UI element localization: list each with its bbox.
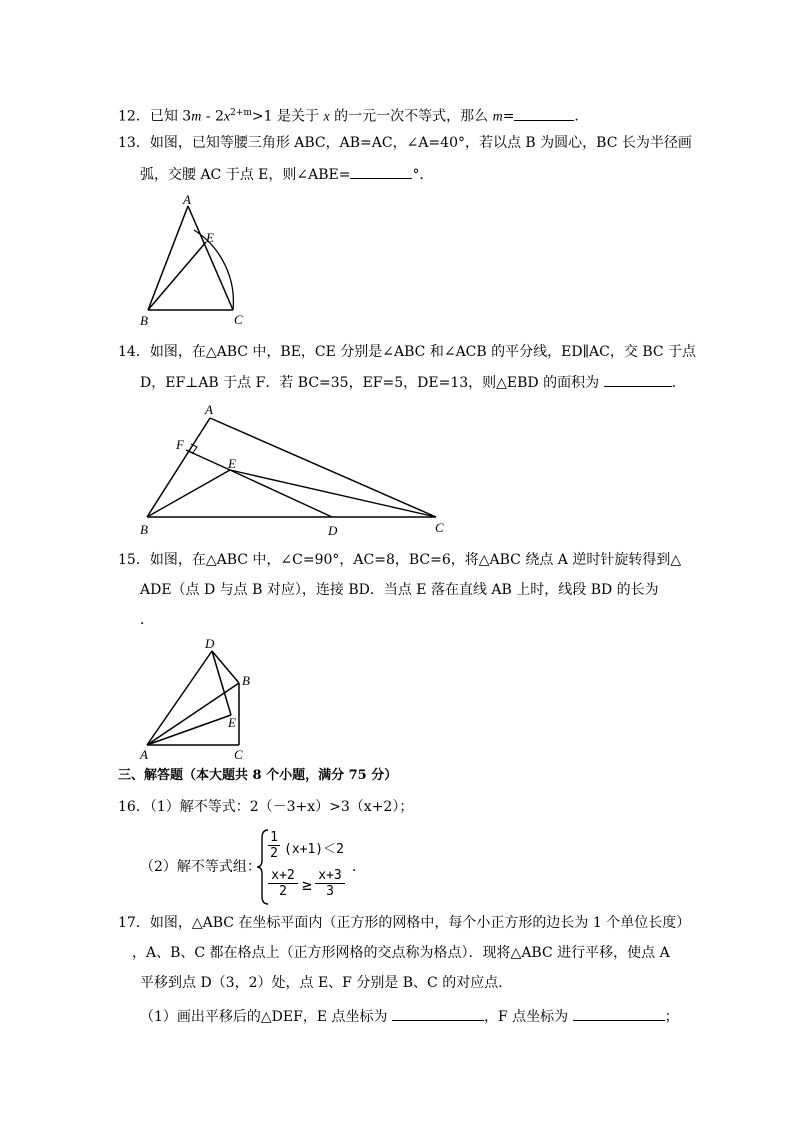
q12-exponent: 2+m bbox=[230, 108, 252, 118]
q13-line1: 13．如图，已知等腰三角形 ABC，AB=AC，∠A=40°，若以点 B 为圆心，BC 长为半径画 bbox=[118, 135, 692, 151]
q15-line2: ADE（点 D 与点 B 对应），连接 BD．当点 E 落在直线 AB 上时，线段 BD 的长为 bbox=[140, 582, 659, 598]
q16-ineq2-right-den: 3 bbox=[326, 884, 334, 899]
section3-heading: 三、解答题（本大题共 8 个小题，满分 75 分） bbox=[118, 768, 398, 783]
q14-label-e: E bbox=[228, 456, 236, 471]
q14-label-d: D bbox=[328, 523, 338, 538]
q17-line4-end: ； bbox=[664, 1009, 679, 1025]
q14-line2-end: ． bbox=[671, 375, 686, 391]
q13-segment-be bbox=[148, 242, 206, 310]
q15-label-e: E bbox=[228, 715, 236, 730]
q12-text-post2: 的一元一次不等式，那么 bbox=[329, 108, 493, 125]
q14-label-f: F bbox=[176, 437, 184, 452]
q17-line4-mid: ，F 点坐标为 bbox=[483, 1009, 573, 1025]
q17-line1: 17．如图，△ABC 在坐标平面内（正方形的网格中，每个小正方形的边长为 1 个单位长度） bbox=[118, 915, 691, 931]
q12-eq: = bbox=[502, 108, 515, 125]
q13-figure bbox=[130, 192, 260, 332]
q14-segment-ec bbox=[230, 470, 436, 517]
q17-line4 bbox=[140, 1006, 679, 1027]
q15-figure bbox=[132, 633, 262, 763]
q16-ineq1-num: 1 bbox=[268, 830, 280, 846]
q14-figure bbox=[130, 400, 460, 542]
q13-answer-blank[interactable] bbox=[350, 164, 412, 179]
q12-var-x2: x bbox=[323, 109, 330, 125]
q16-ineq2-left-num: x+2 bbox=[268, 868, 298, 884]
q15-label-c: C bbox=[234, 747, 243, 762]
q17-e-coordinate-blank[interactable] bbox=[392, 1006, 484, 1021]
q16-ineq2-left-fraction bbox=[268, 868, 298, 900]
q14-answer-blank[interactable] bbox=[604, 372, 672, 387]
q16-ineq2-right-fraction bbox=[315, 868, 345, 900]
q16-end: ． bbox=[352, 859, 366, 875]
q17-line3: 平移到点 D（3，2）处，点 E、F 分别是 B、C 的对应点． bbox=[140, 975, 513, 991]
q15-side-de bbox=[212, 651, 231, 715]
q12-var-x: x bbox=[223, 109, 231, 125]
q16-ineq2-operator: ≥ bbox=[302, 875, 312, 894]
q15-side-ad bbox=[147, 651, 212, 745]
q14-label-a: A bbox=[205, 402, 213, 417]
q14-line1: 14．如图，在△ABC 中，BE，CE 分别是∠ABC 和∠ACB 的平分线，ED∥AC，交 BC 于点 bbox=[118, 344, 697, 360]
q13-line2-text: 弧，交腰 AC 于点 E，则∠ABE= bbox=[140, 167, 351, 183]
q14-side-ab bbox=[147, 418, 210, 517]
q16-ineq1-fraction bbox=[268, 830, 280, 862]
q15-label-d: D bbox=[205, 636, 215, 651]
q14-segment-be bbox=[147, 470, 230, 517]
q12-text: 已知 3 bbox=[149, 108, 192, 125]
q12-var-m: m bbox=[191, 109, 202, 125]
q13-side-ab bbox=[148, 206, 188, 310]
q13-label-c: C bbox=[234, 312, 243, 327]
q13-label-e: E bbox=[206, 230, 214, 245]
q14-side-ac bbox=[210, 418, 436, 517]
q16-ineq1-rest: (x+1)＜2 bbox=[284, 842, 344, 857]
q17-f-coordinate-blank[interactable] bbox=[573, 1006, 665, 1021]
q12-text-mid: - 2 bbox=[201, 108, 224, 125]
q14-line2-text: D，EF⊥AB 于点 F．若 BC=35，EF=5，DE=13，则△EBD 的面积为 bbox=[140, 375, 604, 391]
q13-line2 bbox=[140, 164, 433, 185]
q14-label-b: B bbox=[140, 522, 148, 537]
q13-line2-end: °． bbox=[412, 167, 434, 183]
q14-line2 bbox=[140, 372, 686, 393]
q12-number: 12． bbox=[118, 108, 150, 125]
q15-line1: 15．如图，在△ABC 中，∠C=90°，AC=8，BC=6，将△ABC 绕点 A 逆时针旋转得到△ bbox=[118, 552, 682, 568]
q16-ineq2-right-num: x+3 bbox=[315, 868, 345, 884]
q13-side-ac bbox=[188, 206, 233, 310]
q13-label-b: B bbox=[140, 313, 148, 328]
q14-segment-ed bbox=[230, 470, 332, 517]
q16-ineq2-left-den: 2 bbox=[279, 884, 287, 899]
q12-answer-blank[interactable] bbox=[514, 106, 574, 121]
q15-side-ae bbox=[147, 715, 231, 745]
q15-label-b: B bbox=[242, 673, 250, 688]
q13-label-a: A bbox=[183, 192, 191, 207]
q17-line2: ，A、B、C 都在格点上（正方形网格的交点称为格点）．现将△ABC 进行平移，使点 A bbox=[132, 945, 670, 961]
q12-text-post: >1 是关于 bbox=[251, 108, 324, 125]
q15-side-ab bbox=[147, 683, 239, 745]
q16-line1: 16．（1）解不等式：2（－3+x）>3（x+2）； bbox=[118, 799, 414, 815]
q15-label-a: A bbox=[140, 747, 148, 762]
q17-line4-text: （1）画出平移后的△DEF，E 点坐标为 bbox=[140, 1009, 392, 1025]
q16-line2-label: （2）解不等式组： bbox=[140, 859, 261, 875]
q12-line bbox=[118, 103, 588, 128]
q12-end: ． bbox=[574, 108, 589, 125]
q15-line3: ． bbox=[140, 612, 154, 628]
q16-ineq1-den: 2 bbox=[270, 846, 278, 861]
q12-var-m2: m bbox=[492, 109, 503, 125]
q14-label-c: C bbox=[435, 520, 444, 535]
